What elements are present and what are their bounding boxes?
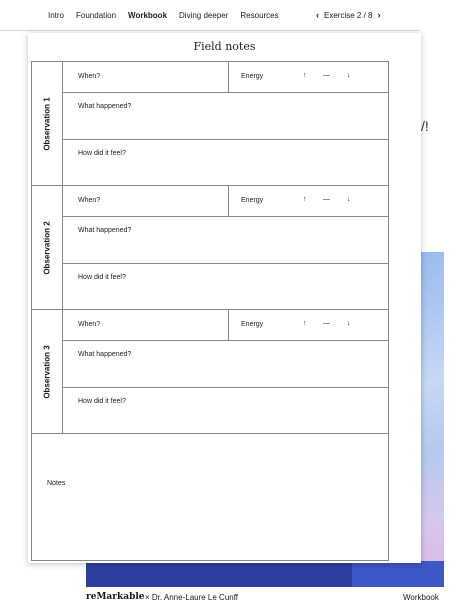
- observation-block-2: [32, 186, 388, 310]
- what-happened-label: What happened?: [78, 351, 132, 358]
- what-happened-label: What happened?: [78, 103, 132, 110]
- author-credit: × Dr. Anne-Laure Le Cunff: [145, 593, 239, 602]
- footer: [0, 588, 475, 608]
- energy-label: Energy: [241, 321, 264, 328]
- nav-resources[interactable]: Resources: [240, 10, 279, 20]
- exercise-pager: [311, 10, 385, 20]
- when-label: When?: [78, 197, 101, 204]
- brand-logo[interactable]: reMarkable: [86, 592, 145, 602]
- observation-block-1: [32, 62, 388, 186]
- when-label: When?: [78, 321, 101, 328]
- when-row[interactable]: [63, 62, 388, 93]
- nav-workbook[interactable]: Workbook: [128, 10, 168, 20]
- how-feel-label: How did it feel?: [78, 150, 126, 157]
- energy-down-icon[interactable]: ↓: [347, 72, 351, 79]
- energy-label: Energy: [241, 73, 264, 80]
- background-text-fragment: /!: [421, 118, 429, 134]
- what-happened-label: What happened?: [78, 227, 132, 234]
- section-label: Workbook: [403, 593, 439, 602]
- how-feel-label: How did it feel?: [78, 398, 126, 405]
- field-notes-sheet: [28, 33, 421, 563]
- nav-divider: [0, 30, 420, 31]
- observation-label: Observation 1: [42, 97, 52, 151]
- exercise-counter: Exercise 2 / 8: [324, 10, 373, 20]
- energy-flat-icon[interactable]: —: [323, 196, 330, 203]
- observation-label: Observation 2: [42, 221, 52, 275]
- when-label: When?: [78, 73, 101, 80]
- energy-up-icon[interactable]: ↑: [303, 196, 307, 203]
- sheet-title: Field notes: [193, 40, 256, 53]
- when-row[interactable]: [63, 186, 388, 217]
- energy-flat-icon[interactable]: —: [323, 320, 330, 327]
- what-happened-field[interactable]: [63, 217, 388, 264]
- energy-up-icon[interactable]: ↑: [303, 72, 307, 79]
- energy-flat-icon[interactable]: —: [323, 72, 330, 79]
- what-happened-field[interactable]: [63, 341, 388, 388]
- what-happened-field[interactable]: [63, 93, 388, 140]
- when-row[interactable]: [63, 310, 388, 341]
- nav-foundation[interactable]: Foundation: [76, 10, 117, 20]
- field-notes-form: [31, 61, 389, 561]
- nav-intro[interactable]: Intro: [48, 10, 65, 20]
- nav-diving-deeper[interactable]: Diving deeper: [179, 10, 229, 20]
- energy-label: Energy: [241, 197, 264, 204]
- how-feel-label: How did it feel?: [78, 274, 126, 281]
- chevron-right-icon[interactable]: ›: [377, 10, 381, 20]
- chevron-left-icon[interactable]: ‹: [316, 10, 319, 20]
- notes-label: Notes: [47, 480, 66, 487]
- energy-up-icon[interactable]: ↑: [303, 320, 307, 327]
- energy-down-icon[interactable]: ↓: [347, 196, 351, 203]
- top-navigation: [0, 0, 475, 30]
- observation-label: Observation 3: [42, 345, 52, 399]
- observation-block-3: [32, 310, 388, 434]
- energy-down-icon[interactable]: ↓: [347, 320, 351, 327]
